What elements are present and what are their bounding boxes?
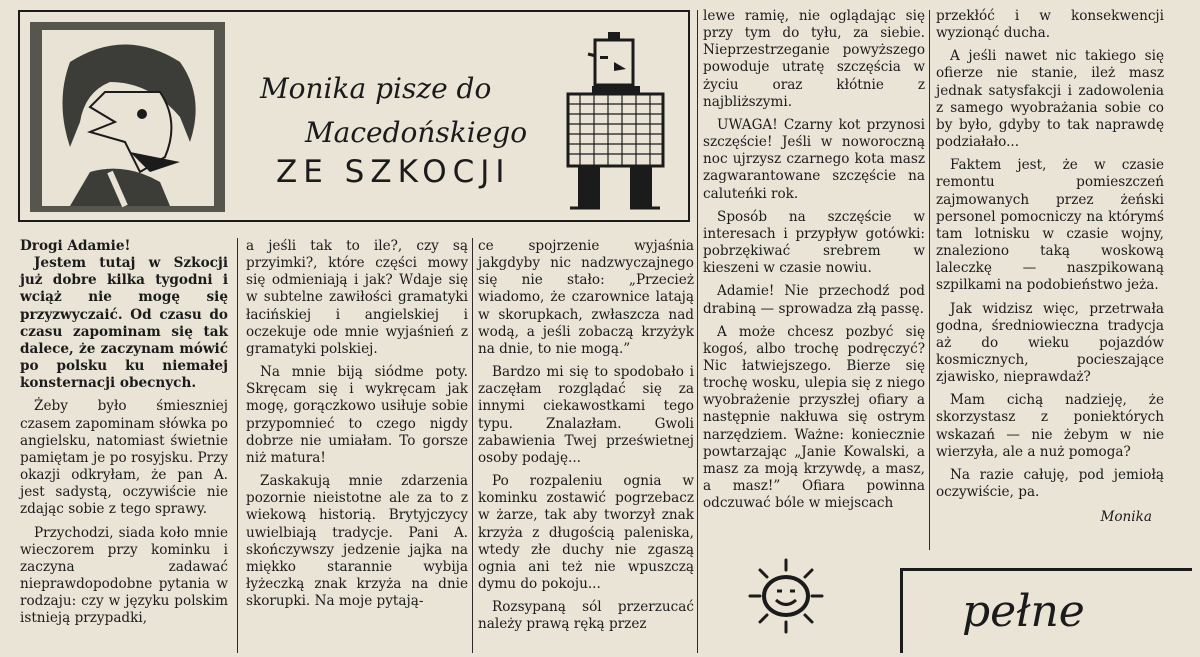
article-title-script — [250, 67, 570, 155]
text-column-5 — [936, 8, 1164, 548]
paragraph: Na razie całuję, pod jemiołą oczywiście, pa. — [936, 466, 1164, 501]
column-divider — [237, 238, 238, 653]
paragraph: przekłóć i w konsekwencji wyzionąć ducha. — [936, 8, 1164, 42]
text-column-4 — [703, 8, 925, 548]
title-line-1: Monika pisze do — [260, 72, 492, 105]
text-column-2 — [246, 238, 468, 653]
paragraph: Sposób na szczęście w interesach i przypływ gotówki: pobrzękiwać srebrem w kieszeni w czasie nowiu. — [703, 208, 925, 277]
paragraph: Jak widzisz więc, przetrwała godna, średniowieczna tradycja aż do wieku pojazdów kosmicznych, pocieszające zjawisko, nieprawdaż? — [936, 300, 1164, 386]
man-figure-illustration — [550, 24, 680, 214]
paragraph: Po rozpaleniu ognia w kominku zostawić pogrzebacz w żarze, tak aby tworzył znak krzyża z długością paleniska, wtedy złe duchy nie zgaszą ognia ani też nie wpuszczą dymu do pokoju... — [478, 473, 694, 592]
sun-face-icon — [746, 556, 826, 636]
paragraph: A jeśli nawet nic takiego się ofierze nie stanie, ileż masz jednak satysfakcji i zadowolenia z samego wyobrażania sobie co by było, gdyby to tak naprawdę podziałało... — [936, 48, 1164, 151]
paragraph: Jestem tutaj w Szkocji już dobre kilka tygodni i wciąż nie mogę się przyzwyczaić. Od czasu do czasu zapominam się tak dalece, że zaczynam mówić po polsku ku niemałej konsternacji obecnych. — [20, 255, 228, 392]
signature: Monika — [1100, 509, 1152, 526]
paragraph: ce spojrzenie wyjaśnia jakgdyby nic nadzwyczajnego się nie stało: „Przecież wiadomo, że czarownice latają w skorupkach, zwłaszcza nad wodą, a jeśli zobaczą krzyżyk na dnie, to nie mogą.” — [478, 238, 694, 357]
paragraph: Mam cichą nadzieję, że skorzystasz z poniektórych wskazań — nie żebym w nie wierzyła, ale a nuż pomoga? — [936, 392, 1164, 460]
paragraph: Przychodzi, siada koło mnie wieczorem przy kominku i zaczyna zadawać nieprawdopodobne pytania w rodzaju: czy w języku polskim istnieją przypadki, — [20, 524, 228, 627]
paragraph: UWAGA! Czarny kot przynosi szczęście! Jeśli w noworoczną noc ujrzysz czarnego kota masz zagwarantowane szczęście na caluteńki rok. — [703, 116, 925, 202]
text-column-1 — [20, 238, 228, 653]
title-line-2: Macedońskiego — [305, 116, 528, 149]
paragraph: Bardzo mi się to spodobało i zaczęłam rozglądać się za innymi ciekawostkami tego typu. Znalazłam. Gwoli zabawienia Twej prześwietnej osoby podaję... — [478, 364, 694, 466]
next-article-title: pełne — [962, 586, 1085, 637]
paragraph: A może chcesz pozbyć się kogoś, albo trochę podręczyć? Nic łatwiejszego. Bierze się trochę wosku, ulepia się z niego wyobrażenie przyszłej ofiary a następnie nakłuwa się ostrym narzędziem. Ważne: koniecznie powtarzając „Janie Kowalski, a masz za moją krzywdę, a masz, a masz!” Ofiara powinna odczuwać bóle w miejscach — [703, 323, 925, 512]
paragraph: Żeby było śmieszniej czasem zapominam słówka po angielsku, natomiast świetnie pamiętam je po rosyjsku. Przy okazji odkryłam, że pan A. jest sadystą, oczywiście nie zdając sobie z tego sprawy. — [20, 398, 228, 518]
column-divider — [697, 10, 698, 653]
greeting: Drogi Adamie! — [20, 238, 131, 254]
paragraph: Zaskakują mnie zdarzenia pozornie nieistotne ale za to z wiekową historią. Brytyjczycy uwielbiają tradycje. Pani A. skończywszy jedzenie jajka na miękko starannie wybija łyżeczką znak krzyża na dnie skorupki. Na moje pytają- — [246, 473, 468, 610]
paragraph: lewe ramię, nie oglądając się przy tym do tyłu, za siebie. Nieprzestrzeganie powyższego powoduje utratę szczęścia w życiu oraz kłótnie z najbliższymi. — [703, 8, 925, 110]
text-column-3 — [478, 238, 694, 653]
article-header — [18, 10, 690, 222]
paragraph: Faktem jest, że w czasie remontu pomieszczeń zajmowanych przez żeński personel pomocniczy na którymś tam lotnisku w czasie wojny, znaleziono taką woskową laleczkę — naszpikowaną szpilkami na podobieństwo jeża. — [936, 157, 1164, 294]
woman-portrait-illustration — [30, 22, 225, 212]
paragraph: Rozsypaną sól przerzucać należy prawą ręką przez — [478, 599, 694, 633]
title-caps-line: ZE SZKOCJI — [276, 154, 511, 190]
column-divider — [472, 238, 473, 653]
paragraph: Adamie! Nie przechodź pod drabiną — sprowadza złą passę. — [703, 283, 925, 317]
column-divider — [929, 10, 930, 550]
paragraph: Na mnie biją siódme poty. Skręcam się i wykręcam jak mogę, gorączkowo usiłuje sobie przypomnieć to czego nigdy dobrze nie umiałam. To gorsze niż matura! — [246, 364, 468, 466]
paragraph: a jeśli tak to ile?, czy są przyimki?, które części mowy się odmieniają i jak? Wdaje się w subtelne zawiłości gramatyki łacińskiej i angielskiej i oczekuje ode mnie wyjaśnień z gramatyki polskiej. — [246, 238, 468, 357]
